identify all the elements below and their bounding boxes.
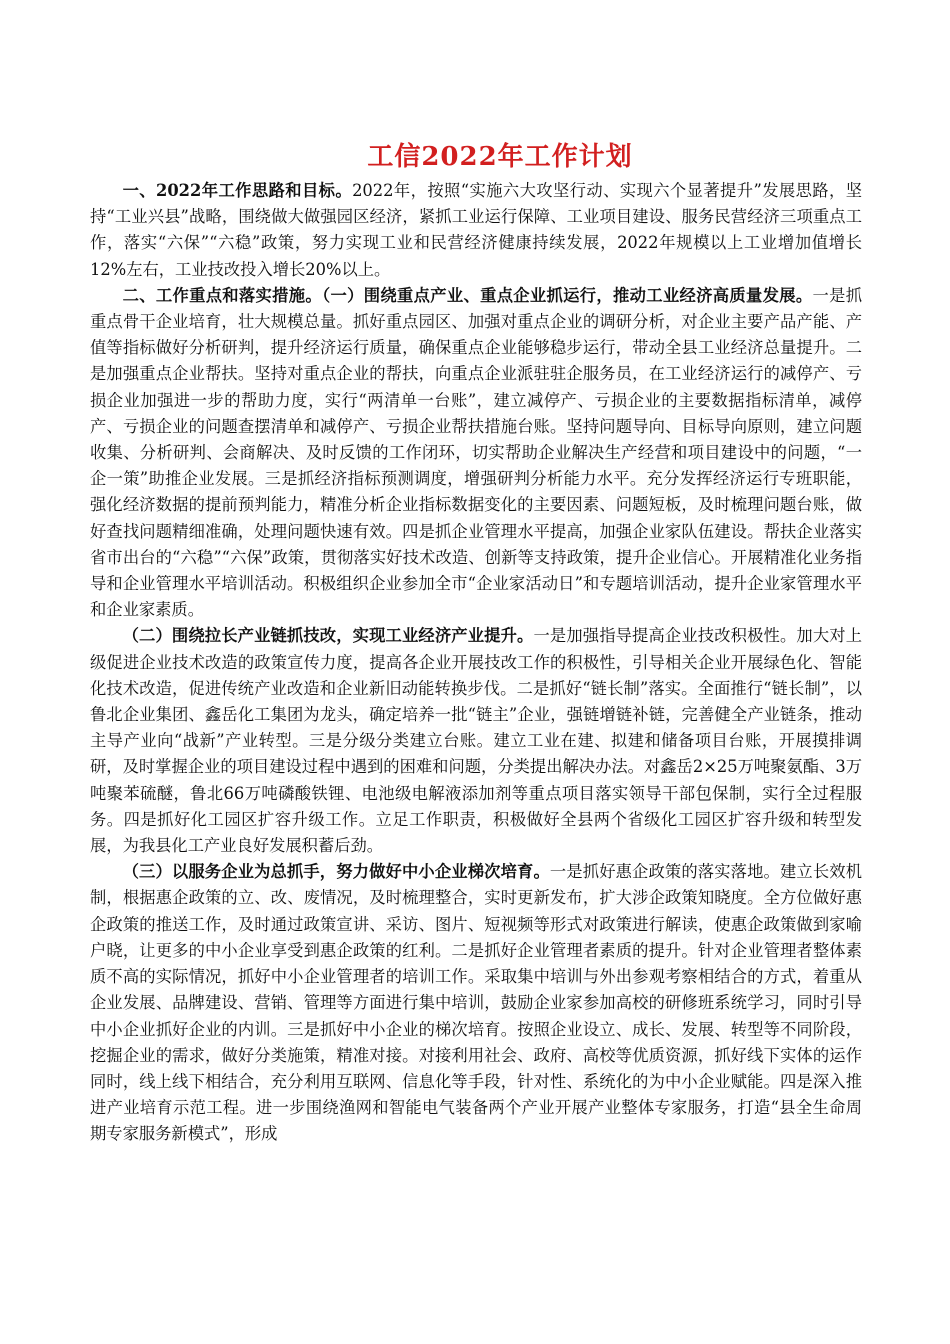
paragraph-text: 一是加强指导提高企业技改积极性。加大对上级促进企业技术改造的政策宣传力度，提高各企业开展技改工作的积极性，引导相关企业开展绿色化、智能化技术改造，促进传统产业改造和企业新旧动能转换步伐。二是抓好“链长制”落实。全面推行“链长制”，以鲁北企业集团、鑫岳化工集团为龙头，确定培养一批“链主”企业，强链增链补链，完善健全产业链条，推动主导产业向“战新”产业转型。三是分级分类建立台账。建立工业在建、拟建和储备项目台账，开展摸排调研，及时掌握企业的项目建设过程中遇到的困难和问题，分类提出解决办法。对鑫岳2×25万吨聚氨酯、3万吨聚苯硫醚，鲁北66万吨磷酸铁锂、电池级电解液添加剂等重点项目落实领导干部包保制，实行全过程服务。四是抓好化工园区扩容升级工作。立足工作职责，积极做好全县两个省级化工园区扩容升级和转型发展，为我县化工产业良好发展积蓄后劲。 [90, 626, 862, 856]
document-body [90, 178, 862, 1148]
paragraph-key-measures [90, 283, 862, 624]
paragraph-heading: 一、2022年工作思路和目标。 [122, 181, 353, 200]
paragraph-text: 一是抓好惠企政策的落实落地。建立长效机制，根据惠企政策的立、改、废情况，及时梳理整合，实时更新发布，扩大涉企政策知晓度。全方位做好惠企政策的推送工作，及时通过政策宣讲、采访、图片、短视频等形式对政策进行解读，使惠企政策做到家喻户晓，让更多的中小企业享受到惠企政策的红利。二是抓好企业管理者素质的提升。针对企业管理者整体素质不高的实际情况，抓好中小企业管理者的培训工作。采取集中培训与外出参观考察相结合的方式，着重从企业发展、品牌建设、营销、管理等方面进行集中培训，鼓励企业家参加高校的研修班系统学习，同时引导中小企业抓好企业的内训。三是抓好中小企业的梯次培育。按照企业设立、成长、发展、转型等不同阶段，挖掘企业的需求，做好分类施策，精准对接。对接利用社会、政府、高校等优质资源，抓好线下实体的运作同时，线上线下相结合，充分利用互联网、信息化等手段，针对性、系统化的为中小企业赋能。四是深入推进产业培育示范工程。进一步围绕渔网和智能电气装备两个产业开展产业整体专家服务，打造“县全生命周期专家服务新模式”，形成 [90, 862, 862, 1144]
paragraph-text: 2022年，按照“实施六大攻坚行动、实现六个显著提升”发展思路，坚持“工业兴县”战略，围绕做大做强园区经济，紧抓工业运行保障、工业项目建设、服务民营经济三项重点工作，落实“六保”“六稳”政策，努力实现工业和民营经济健康持续发展，2022年规模以上工业增加值增长12%左右，工业技改投入增长20%以上。 [90, 181, 862, 279]
paragraph-heading: （二）围绕拉长产业链抓技改，实现工业经济产业提升。 [122, 626, 534, 646]
paragraph-industry-chain [90, 623, 862, 859]
document-title: 工信2022年工作计划 [367, 142, 633, 172]
paragraph-heading: （三）以服务企业为总抓手，努力做好中小企业梯次培育。 [122, 862, 550, 882]
paragraph-heading: 二、工作重点和落实措施。（一）围绕重点产业、重点企业抓运行，推动工业经济高质量发展。 [122, 285, 813, 305]
paragraph-text: 一是抓重点骨干企业培育，壮大规模总量。抓好重点园区、加强对重点企业的调研分析，对企业主要产品产能、产值等指标做好分析研判，提升经济运行质量，确保重点企业能够稳步运行，带动全县工业经济总量提升。二是加强重点企业帮扶。坚持对重点企业的帮扶，向重点企业派驻驻企服务员，在工业经济运行的减停产、亏损企业加强进一步的帮助力度，实行“两清单一台账”，建立减停产、亏损企业的主要数据指标清单，减停产、亏损企业的问题查摆清单和减停产、亏损企业帮扶措施台账。坚持问题导向、目标导向原则，建立问题收集、分析研判、会商解决、及时反馈的工作闭环，切实帮助企业解决生产经营和项目建设中的问题，“一企一策”助推企业发展。三是抓经济指标预测调度，增强研判分析能力水平。充分发挥经济运行专班职能，强化经济数据的提前预判能力，精准分析企业指标数据变化的主要因素、问题短板，及时梳理问题台账，做好查找问题精细准确，处理问题快速有效。四是抓企业管理水平提高，加强企业家队伍建设。帮扶企业落实省市出台的“六稳”“六保”政策，贯彻落实好技术改造、创新等支持政策，提升企业信心。开展精准化业务指导和企业管理水平培训活动。积极组织企业参加全市“企业家活动日”和专题培训活动，提升企业家管理水平和企业家素质。 [90, 285, 862, 620]
paragraph-sme-cultivation [90, 859, 862, 1147]
paragraph-work-goals [90, 178, 862, 283]
